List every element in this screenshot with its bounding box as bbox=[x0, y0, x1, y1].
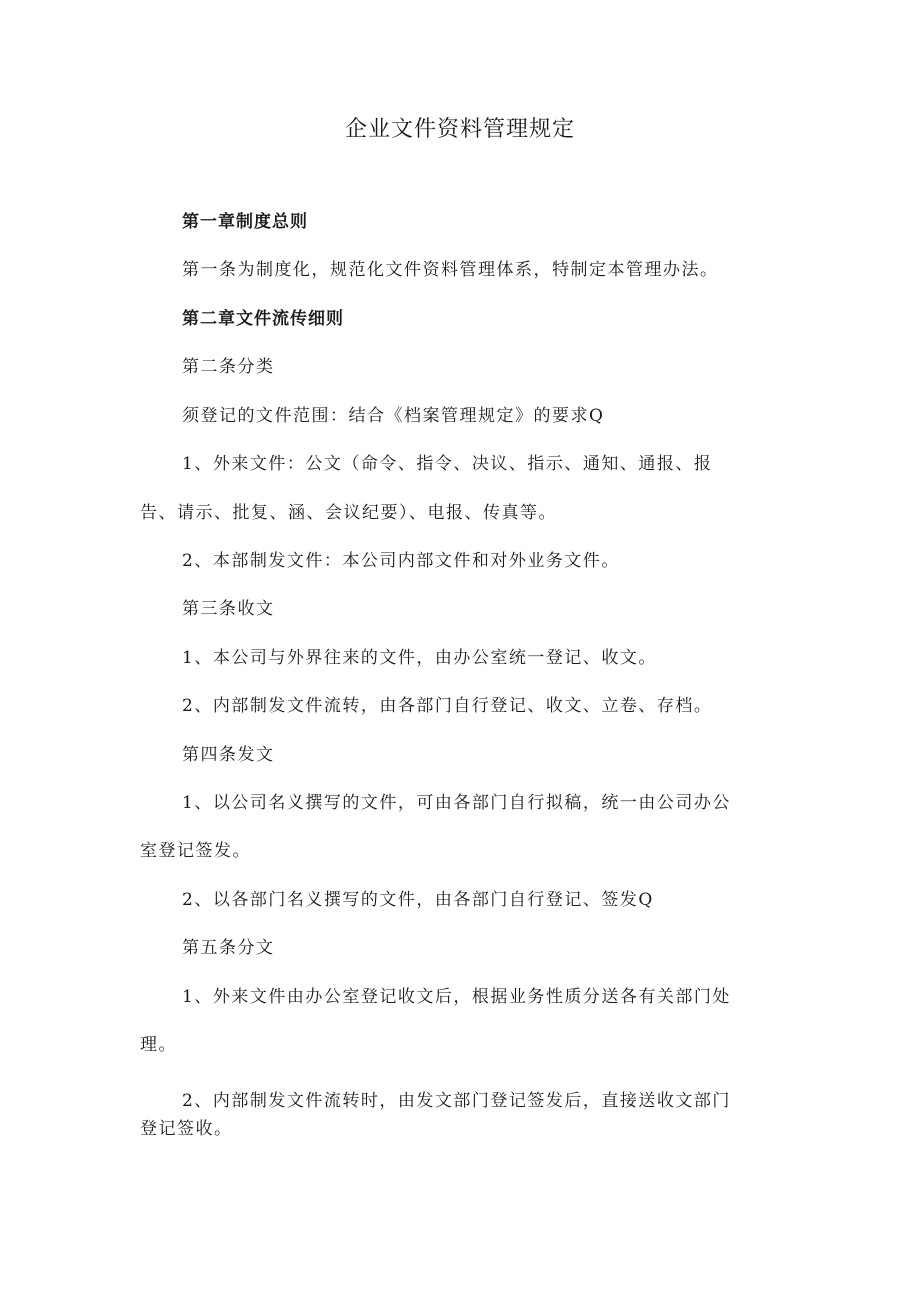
paragraph-continuation: 登记签收。 bbox=[140, 1119, 233, 1139]
chapter-heading: 第一章制度总则 bbox=[182, 212, 308, 232]
article-heading: 第四条发文 bbox=[182, 745, 275, 765]
paragraph: 1、外来文件由办公室登记收文后，根据业务性质分送各有关部门处 bbox=[182, 987, 731, 1007]
article-heading: 第五条分文 bbox=[182, 938, 275, 958]
paragraph-continuation: 理。 bbox=[140, 1035, 177, 1055]
paragraph-continuation: 室登记签发。 bbox=[140, 841, 251, 861]
paragraph: 2、内部制发文件流转，由各部门自行登记、收文、立卷、存档。 bbox=[182, 696, 713, 716]
paragraph: 须登记的文件范围：结合《档案管理规定》的要求Q bbox=[182, 406, 605, 426]
paragraph: 1、外来文件：公文（命令、指令、决议、指示、通知、通报、报 bbox=[182, 454, 713, 474]
article-heading: 第二条分类 bbox=[182, 357, 275, 377]
paragraph: 1、本公司与外界往来的文件，由办公室统一登记、收文。 bbox=[182, 648, 657, 668]
paragraph: 第一条为制度化，规范化文件资料管理体系，特制定本管理办法。 bbox=[182, 260, 719, 280]
paragraph-continuation: 告、请示、批复、涵、会议纪要）、电报、传真等。 bbox=[140, 503, 557, 523]
paragraph: 2、以各部门名义撰写的文件，由各部门自行登记、签发Q bbox=[182, 890, 654, 910]
paragraph: 1、以公司名义撰写的文件，可由各部门自行拟稿，统一由公司办公 bbox=[182, 793, 731, 813]
paragraph: 2、本部制发文件：本公司内部文件和对外业务文件。 bbox=[182, 551, 620, 571]
paragraph: 2、内部制发文件流转时，由发文部门登记签发后，直接送收文部门 bbox=[182, 1091, 731, 1111]
document-title: 企业文件资料管理规定 bbox=[344, 117, 575, 142]
chapter-heading: 第二章文件流传细则 bbox=[182, 309, 344, 329]
article-heading: 第三条收文 bbox=[182, 599, 275, 619]
